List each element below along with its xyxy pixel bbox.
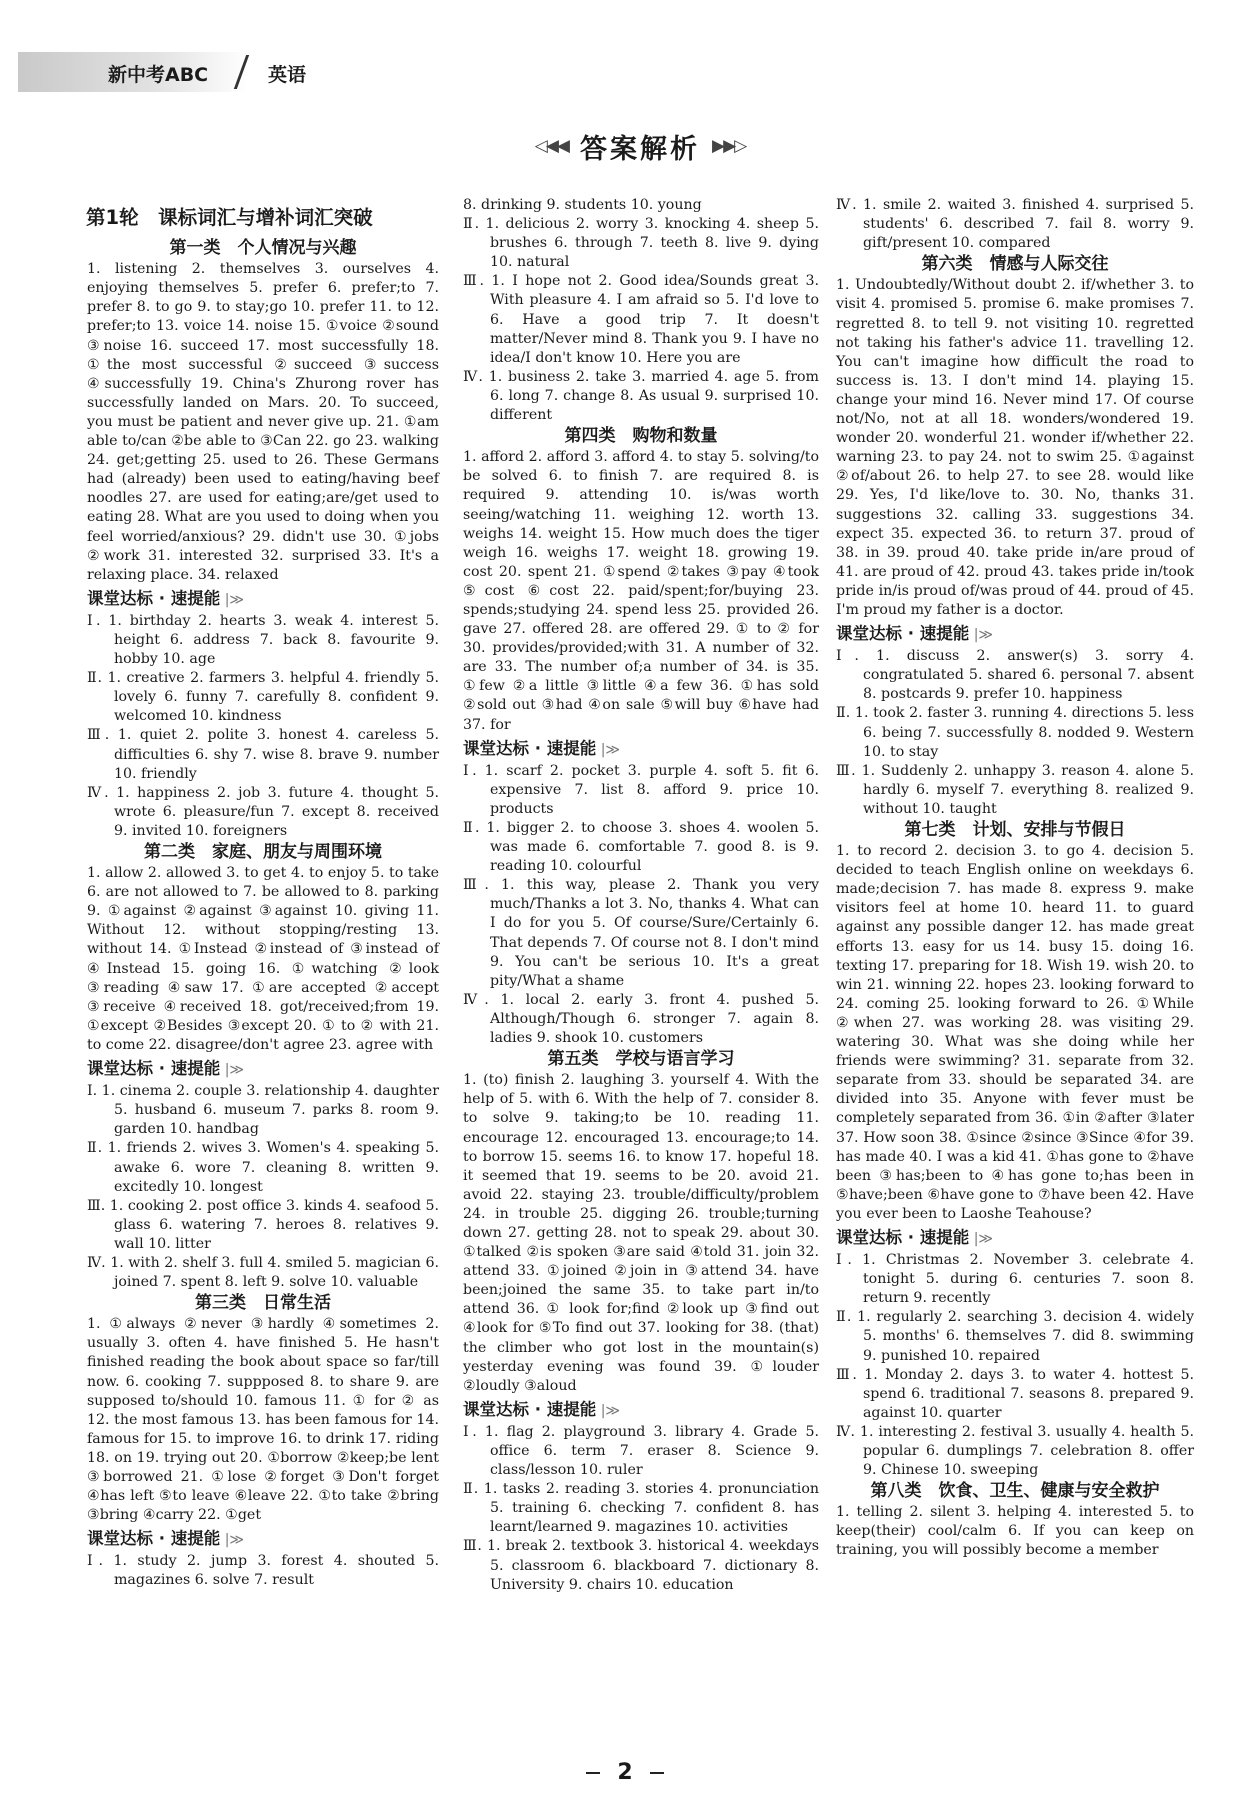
- left-arrows-icon: ◁◀◀: [534, 136, 568, 156]
- answer-section: Ⅲ. 1. break 2. textbook 3. historical 4. weekdays 5. classroom 6. blackboard 7. dictionary 8. University 9. chairs 10. education: [463, 1538, 819, 1593]
- divider-icon: |≫: [220, 591, 245, 608]
- answer-paragraph: 1. allow 2. allowed 3. to get 4. to enjoy 5. to take 6. are not allowed to 7. be allowed to 8. parking 9. ①against ②against ③against 10. giving 11. Without 12. without stopping/resting 13. without 14. ①Instead ②instead of ③instead of ④Instead 15. going 16. ①watching ②look ③reading ④saw 17. ①are accepted ②accept ③receive ④received 18. got/received;from 19. ①except ②Besides ③except 20. ① to ② with 21. to come 22. disagree/don't agree 23. agree with: [87, 865, 439, 1053]
- category-title: 第三类 日常生活: [195, 1293, 331, 1314]
- category-title: 第六类 情感与人际交往: [921, 254, 1109, 275]
- page-number: [0, 1760, 1250, 1785]
- answer-section: Ⅰ. 1. study 2. jump 3. forest 4. shouted 5. magazines 6. solve 7. result: [87, 1553, 439, 1589]
- answer-section: Ⅲ. 1. I hope not 2. Good idea/Sounds great 3. With pleasure 4. I am afraid so 5. I'd love to 6. Have a good trip 7. It doesn't matter/Never mind 8. Thank you 9. I have no idea/I don't know 10. Here you are: [463, 273, 819, 366]
- answer-section: Ⅱ. 1. delicious 2. worry 3. knocking 4. sheep 5. brushes 6. through 7. teeth 8. live 9. dying 10. natural: [463, 216, 819, 271]
- answer-section: Ⅰ. 1. cinema 2. couple 3. relationship 4. daughter 5. husband 6. museum 7. parks 8. room 9. garden 10. handbag: [87, 1083, 439, 1138]
- answer-paragraph: 1. (to) finish 2. laughing 3. yourself 4. With the help of 5. with 6. With the help of 7. consider 8. to solve 9. taking;to be 10. reading 11. encourage 12. encouraged 13. encourage;to 14. to borrow 15. seems 16. to know 17. hopeful 18. it seemed that 19. seems to be 20. avoid 21. avoid 22. staying 23. trouble/difficulty/problem 24. in trouble 25. digging 26. trouble;turning down 27. getting 28. not to speak 29. about 30. ①talked ②is spoken ③are said ④told 31. join 32. attend 33. ①joined ②join in ③attend 34. have been;joined the same 35. to take part in/to attend 36. ① look for;find ②look up ③find out ④look for ⑤To find out 37. looking for 38. (that) the climber who got lost in the mountain(s) yesterday evening was found 39. ①louder ②loudly ③aloud: [463, 1072, 819, 1394]
- column-2: [463, 196, 819, 1595]
- page-number-dash-right: [650, 1772, 664, 1774]
- main-title-block: [480, 126, 800, 166]
- category-title: 第七类 计划、安排与节假日: [904, 820, 1126, 840]
- category-title: 第四类 购物和数量: [564, 426, 718, 447]
- answer-section: Ⅲ. 1. this way, please 2. Thank you very much/Thanks a lot 3. No, thanks 4. What can I do for you 5. Of course/Sure/Certainly 6. That depends 7. Of course not 8. I don't mind 9. You can't be serious 10. It's a great pity/What a shame: [463, 877, 819, 989]
- divider-icon: |≫: [220, 1532, 245, 1549]
- practice-title: [463, 1400, 819, 1421]
- category-title: 第五类 学校与语言学习: [547, 1049, 735, 1070]
- practice-title-text: 课堂达标 · 速提能: [836, 1227, 970, 1247]
- answer-section: Ⅰ. 1. Christmas 2. November 3. celebrate 4. tonight 5. during 6. centuries 7. soon 8. return 9. recently: [836, 1252, 1194, 1307]
- divider-icon: |≫: [969, 627, 994, 644]
- answer-section: Ⅳ. 1. business 2. take 3. married 4. age 5. from 6. long 7. change 8. As usual 9. surprised 10. different: [463, 368, 819, 424]
- practice-title: [463, 739, 819, 760]
- practice-title: [836, 1228, 1194, 1249]
- answer-section: Ⅱ. 1. regularly 2. searching 3. decision 4. widely 5. months' 6. themselves 7. did 8. swimming 9. punished 10. repaired: [836, 1309, 1194, 1364]
- practice-title: [87, 1059, 439, 1080]
- answer-section: Ⅰ. 1. scarf 2. pocket 3. purple 4. soft 5. fit 6. expensive 7. list 8. afford 9. price 10. products: [463, 762, 819, 817]
- practice-title-text: 课堂达标 · 速提能: [836, 624, 970, 644]
- practice-title-text: 课堂达标 · 速提能: [87, 1529, 221, 1549]
- answer-paragraph: 1. afford 2. afford 3. afford 4. to stay 5. solving/to be solved 6. to finish 7. are required 8. is required 9. attending 10. is/was worth seeing/watching 11. weighing 12. worth 13. weighs 14. weight 15. How much does the tiger weigh 16. weighs 17. weight 18. growing 19. cost 20. spent 21. ①spend ②takes ③pay ④took ⑤cost ⑥cost 22. paid/spent;for/buying 23. spends;studying 24. spend less 25. provided 26. gave 27. offered 28. are offered 29. ① to ② for 30. provides/provided;with 31. A number of 32. are 33. The number of;a number of 34. is 35. ①few ②a little ③little ④a few 36. ①has sold ②sold out ③had ④on sale ⑤will buy ⑥have had 37. for: [463, 449, 819, 733]
- answer-section: Ⅱ. 1. creative 2. farmers 3. helpful 4. friendly 5. lovely 6. funny 7. carefully 8. confident 9. welcomed 10. kindness: [87, 670, 439, 725]
- answer-paragraph: 1. Undoubtedly/Without doubt 2. if/whether 3. to visit 4. promised 5. promise 6. make promises 7. regretted 8. to tell 9. not visiting 10. regretted not taking his father's advice 11. travelling 12. You can't imagine how difficult the road to success is. 13. I don't mind 14. playing 15. change your mind 16. Never mind 17. Of course not/No, not at all 18. wonders/wondered 19. wonder 20. wonderful 21. wonder if/whether 22. warning 23. to pay 24. not to swim 25. ①against ②of/about 26. to help 27. to see 28. would like 29. Yes, I'd like/love to. 30. No, thanks 31. suggestions 32. calling 33. suggestions 34. expect 35. expected 36. to return 37. proud of 38. in 39. proud 40. take pride in/are proud of 41. are proud of 42. proud 43. takes pride in/took pride in/is proud of/was proud of 44. proud of 45. I'm proud my father is a doctor.: [836, 277, 1194, 618]
- answer-section: Ⅱ. 1. bigger 2. to choose 3. shoes 4. woolen 5. was made 6. comfortable 7. good 8. is 9. reading 10. colourful: [463, 820, 819, 875]
- answer-section: Ⅱ. 1. took 2. faster 3. running 4. directions 5. less 6. being 7. successfully 8. nodded 9. Western 10. to stay: [836, 705, 1194, 760]
- answer-section: Ⅳ. 1. local 2. early 3. front 4. pushed 5. Although/Though 6. stronger 7. again 8. ladies 9. shook 10. customers: [463, 991, 819, 1047]
- category-title: 第八类 饮食、卫生、健康与安全救护: [870, 1481, 1160, 1502]
- answer-section: Ⅳ. 1. happiness 2. job 3. future 4. thought 5. wrote 6. pleasure/fun 7. except 8. received 9. invited 10. foreigners: [87, 784, 439, 839]
- answer-section: Ⅱ. 1. friends 2. wives 3. Women's 4. speaking 5. awake 6. wore 7. cleaning 8. written 9. excitedly 10. longest: [87, 1140, 439, 1195]
- answer-section: Ⅲ. 1. Suddenly 2. unhappy 3. reason 4. alone 5. hardly 6. myself 7. everything 8. realized 9. without 10. taught: [836, 762, 1194, 817]
- divider-icon: |≫: [220, 1062, 245, 1079]
- divider-icon: |≫: [969, 1230, 994, 1247]
- answer-section: Ⅲ. 1. quiet 2. polite 3. honest 4. careless 5. difficulties 6. shy 7. wise 8. brave 9. number 10. friendly: [87, 727, 439, 782]
- answer-section: Ⅰ. 1. discuss 2. answer(s) 3. sorry 4. congratulated 5. shared 6. personal 7. absent 8. postcards 9. prefer 10. happiness: [836, 648, 1194, 703]
- practice-title-text: 课堂达标 · 速提能: [87, 1059, 221, 1079]
- answer-paragraph: 1. ①always ②never ③hardly ④sometimes 2. usually 3. often 4. have finished 5. He hasn't finished reading the book about space so far/till now. 6. cooking 7. suppposed 8. to share 9. are supposed to/should 10. famous 11. ① for ② as 12. the most famous 13. has been famous for 14. famous for 15. to improve 16. to drink 17. riding 18. on 19. trying out 20. ①borrow ②keep;be lent ③borrowed 21. ①lose ②forget ③Don't forget ④has left ⑤to leave ⑥leave 22. ①to take ②bring ③bring ④carry 22. ①get: [87, 1316, 439, 1524]
- round-title: 第1轮 课标词汇与增补词汇突破: [86, 206, 373, 229]
- answer-paragraph: 8. drinking 9. students 10. young: [463, 197, 702, 213]
- practice-title: [87, 1529, 439, 1550]
- answer-section: Ⅳ. 1. smile 2. waited 3. finished 4. surprised 5. students' 6. described 7. fail 8. worry 9. gift/present 10. compared: [836, 197, 1194, 252]
- practice-title-text: 课堂达标 · 速提能: [463, 1399, 597, 1419]
- practice-title: [87, 589, 439, 610]
- category-title: 第一类 个人情况与兴趣: [169, 238, 357, 259]
- answer-section: Ⅱ. 1. tasks 2. reading 3. stories 4. pronunciation 5. training 6. checking 7. confident 8. has learnt/learned 9. magazines 10. activities: [463, 1481, 819, 1536]
- answer-section: Ⅰ. 1. birthday 2. hearts 3. weak 4. interest 5. height 6. address 7. back 8. favourite 9. hobby 10. age: [87, 612, 439, 668]
- book-title: 新中考ABC: [108, 64, 209, 86]
- subject-label: 英语: [268, 64, 307, 86]
- page-title: 答案解析: [580, 133, 700, 165]
- answer-section: Ⅲ. 1. cooking 2. post office 3. kinds 4. seafood 5. glass 6. watering 7. heroes 8. relatives 9. wall 10. litter: [87, 1197, 439, 1252]
- practice-title-text: 课堂达标 · 速提能: [463, 738, 597, 758]
- column-1: [87, 206, 439, 1591]
- answer-section: Ⅲ. 1. Monday 2. days 3. to water 4. hottest 5. spend 6. traditional 7. seasons 8. prepared 9. against 10. quarter: [836, 1366, 1194, 1421]
- divider-icon: |≫: [596, 741, 621, 758]
- page-number-dash-left: [586, 1772, 600, 1774]
- practice-title: [836, 624, 1194, 645]
- answer-section: Ⅳ. 1. interesting 2. festival 3. usually 4. health 5. popular 6. dumplings 7. celebration 8. offer 9. Chinese 10. sweeping: [836, 1423, 1194, 1479]
- answer-section: Ⅳ. 1. with 2. shelf 3. full 4. smiled 5. magician 6. joined 7. spent 8. left 9. solve 10. valuable: [87, 1254, 439, 1291]
- category-title: 第二类 家庭、朋友与周围环境: [144, 842, 382, 862]
- answer-paragraph: 1. listening 2. themselves 3. ourselves 4. enjoying themselves 5. prefer 6. prefer;to 7. prefer 8. to go 9. to stay;go 10. prefer 11. to 12. prefer;to 13. voice 14. noise 15. ①voice ②sound ③noise 16. succeed 17. most successfully 18. ①the most successful ②succeed ③success ④successfully 19. China's Zhurong rover has successfully landed on Mars. 20. To succeed, you must be patient and never give up. 21. ①am able to/can ②be able to ③Can 22. go 23. walking 24. get;getting 25. used to 26. These Germans had (already) been used to eating/having beef noodles 27. are used for eating;are/get used to eating 28. What are you used to doing when you feel worried/anxious? 29. didn't use 30. ①jobs ②work 31. interested 32. surprised 33. It's a relaxing place. 34. relaxed: [87, 261, 439, 583]
- column-3: [836, 196, 1194, 1561]
- answer-paragraph: 1. to record 2. decision 3. to go 4. decision 5. decided to teach English online on weekdays 6. made;decision 7. has made 8. express 9. make visitors feel at home 10. heard 11. to guard against any possible danger 12. has made great efforts 13. easy for us 14. busy 15. doing 16. texting 17. preparing for 18. Wish 19. wish 20. to win 21. winning 22. hopes 23. looking forward to 24. coming 25. looking forward to 26. ①While ②when 27. was working 28. was visiting 29. watering 30. What was she doing while her friends were swimming? 31. separate from 32. separate from 33. should be separated 34. are divided into 35. Anyone with fever must be completely separated from 36. ①in ②after ③later 37. How soon 38. ①since ②since ③Since ④for 39. has made 40. I was a kid 41. ①has gone to ②have been ③has;been to ④has gone to;has been in ⑤have;been ⑥have gone to ⑦have been 42. Have you ever been to Laoshe Teahouse?: [836, 843, 1194, 1222]
- page-number-value: 2: [617, 1760, 633, 1785]
- answer-paragraph: 1. telling 2. silent 3. helping 4. interested 5. to keep(their) cool/calm 6. If you can keep on training, you will possibly become a member: [836, 1504, 1194, 1559]
- right-arrows-icon: ▶▶▷: [712, 136, 746, 156]
- divider-icon: |≫: [596, 1402, 621, 1419]
- practice-title-text: 课堂达标 · 速提能: [87, 588, 221, 608]
- answer-section: Ⅰ. 1. flag 2. playground 3. library 4. Grade 5. office 6. term 7. eraser 8. Science 9. class/lesson 10. ruler: [463, 1423, 819, 1479]
